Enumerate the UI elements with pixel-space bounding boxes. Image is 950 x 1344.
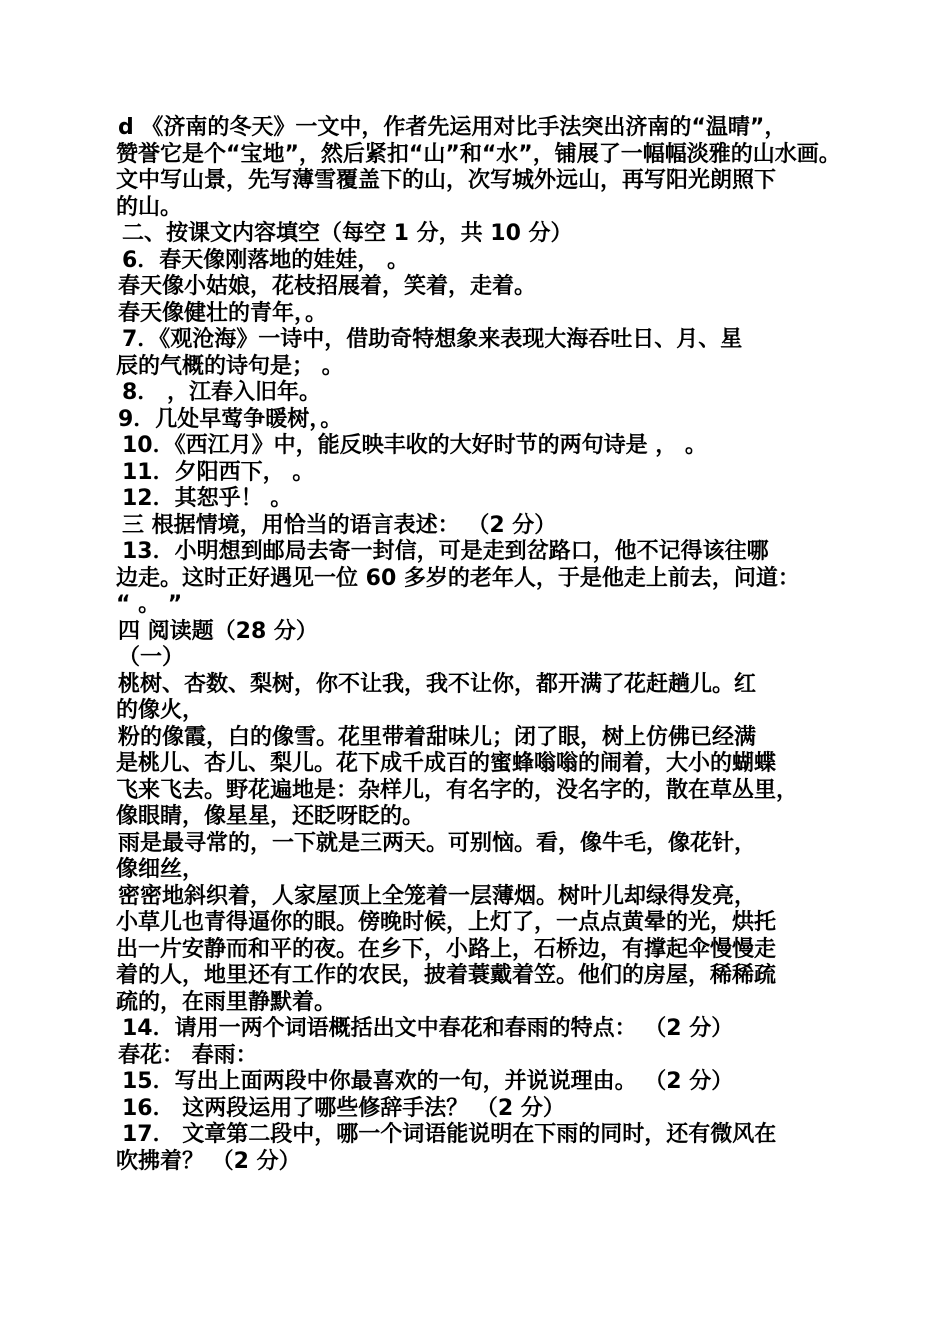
text-line: 7．《观沧海》一诗中，借助奇特想象来表现大海吞吐日、月、星: [122, 327, 743, 352]
text-line: 是桃儿、杏儿、梨儿。花下成千成百的蜜蜂嗡嗡的闹着，大小的蝴蝶: [116, 751, 777, 776]
text-line: 11．夕阳西下， 。: [122, 459, 315, 485]
text-line: 春花： 春雨：: [118, 1042, 258, 1068]
text-line: 像眼睛，像星星，还眨呀眨的。: [116, 804, 425, 829]
text-line: 着的人，地里还有工作的农民，披着蓑戴着笠。他们的房屋，稀稀疏: [116, 963, 777, 988]
text-line: （一）: [118, 645, 185, 670]
text-line: “ 。 ”: [116, 592, 183, 617]
text-line: 的山。: [116, 194, 183, 220]
text-line: 10．《西江月》中，能反映丰收的大好时节的两句诗是 ， 。: [122, 433, 707, 458]
text-line: 边走。这时正好遇见一位 60 多岁的老年人，于是他走上前去，问道：: [116, 565, 800, 591]
text-line: 12．其恕乎！ 。: [122, 486, 293, 511]
text-line: 14．请用一两个词语概括出文中春花和春雨的特点： （2 分）: [122, 1016, 734, 1041]
text-line: 四 阅读题（28 分）: [118, 618, 318, 644]
text-line: 文中写山景，先写薄雪覆盖下的山，次写城外远山，再写阳光朗照下: [116, 168, 777, 193]
text-line: 春天像健壮的青年，。: [118, 300, 328, 326]
text-line: 辰的气概的诗句是； 。: [116, 353, 344, 379]
text-line: 的像火，: [116, 698, 205, 723]
text-line: 疏的，在雨里静默着。: [116, 989, 337, 1015]
text-line: 春天像小姑娘，花枝招展着，笑着，走着。: [118, 274, 537, 299]
text-line: 小草儿也青得逼你的眼。傍晚时候，上灯了，一点点黄晕的光，烘托: [116, 910, 777, 935]
text-line: 6．春天像刚落地的娃娃， 。: [122, 247, 409, 273]
text-line: 飞来飞去。野花遍地是：杂样儿，有名字的，没名字的，散在草丛里，: [116, 777, 799, 803]
text-line: 雨是最寻常的，一下就是三两天。可别恼。看，像牛毛，像花针，: [118, 830, 757, 856]
text-line: 密密地斜织着，人家屋顶上全笼着一层薄烟。树叶儿却绿得发亮，: [118, 883, 757, 909]
text-line: 13．小明想到邮局去寄一封信，可是走到岔路口，他不记得该往哪: [122, 539, 769, 564]
text-line: 三 根据情境，用恰当的语言表述： （2 分）: [122, 512, 557, 538]
text-line: 出一片安静而和平的夜。在乡下，小路上，石桥边，有撑起伞慢慢走: [116, 936, 777, 962]
text-line: 二、按课文内容填空（每空 1 分，共 10 分）: [122, 221, 573, 246]
text-line: 像细丝，: [116, 857, 205, 882]
text-line: 桃树、杏数、梨树，你不让我，我不让你，都开满了花赶趟儿。红: [118, 671, 757, 697]
text-line: 15．写出上面两段中你最喜欢的一句，并说说理由。 （2 分）: [122, 1069, 734, 1094]
text-line: 吹拂着？ （2 分）: [116, 1148, 301, 1174]
text-line: 9．几处早莺争暖树，。: [118, 406, 343, 432]
text-line: 16． 这两段运用了哪些修辞手法？ （2 分）: [122, 1095, 565, 1121]
document-page: [116, 115, 850, 1175]
text-line: 8． ，江春入旧年。: [122, 380, 321, 405]
text-line: d 《济南的冬天》一文中，作者先运用对比手法突出济南的“温晴”，: [118, 115, 787, 140]
text-line: 17． 文章第二段中，哪一个词语能说明在下雨的同时，还有微风在: [122, 1122, 777, 1147]
text-line: 粉的像霞，白的像雪。花里带着甜味儿；闭了眼，树上仿佛已经满: [118, 724, 757, 750]
text-line: 赞誉它是个“宝地”，然后紧扣“山”和“水”，铺展了一幅幅淡雅的山水画。: [116, 141, 841, 167]
